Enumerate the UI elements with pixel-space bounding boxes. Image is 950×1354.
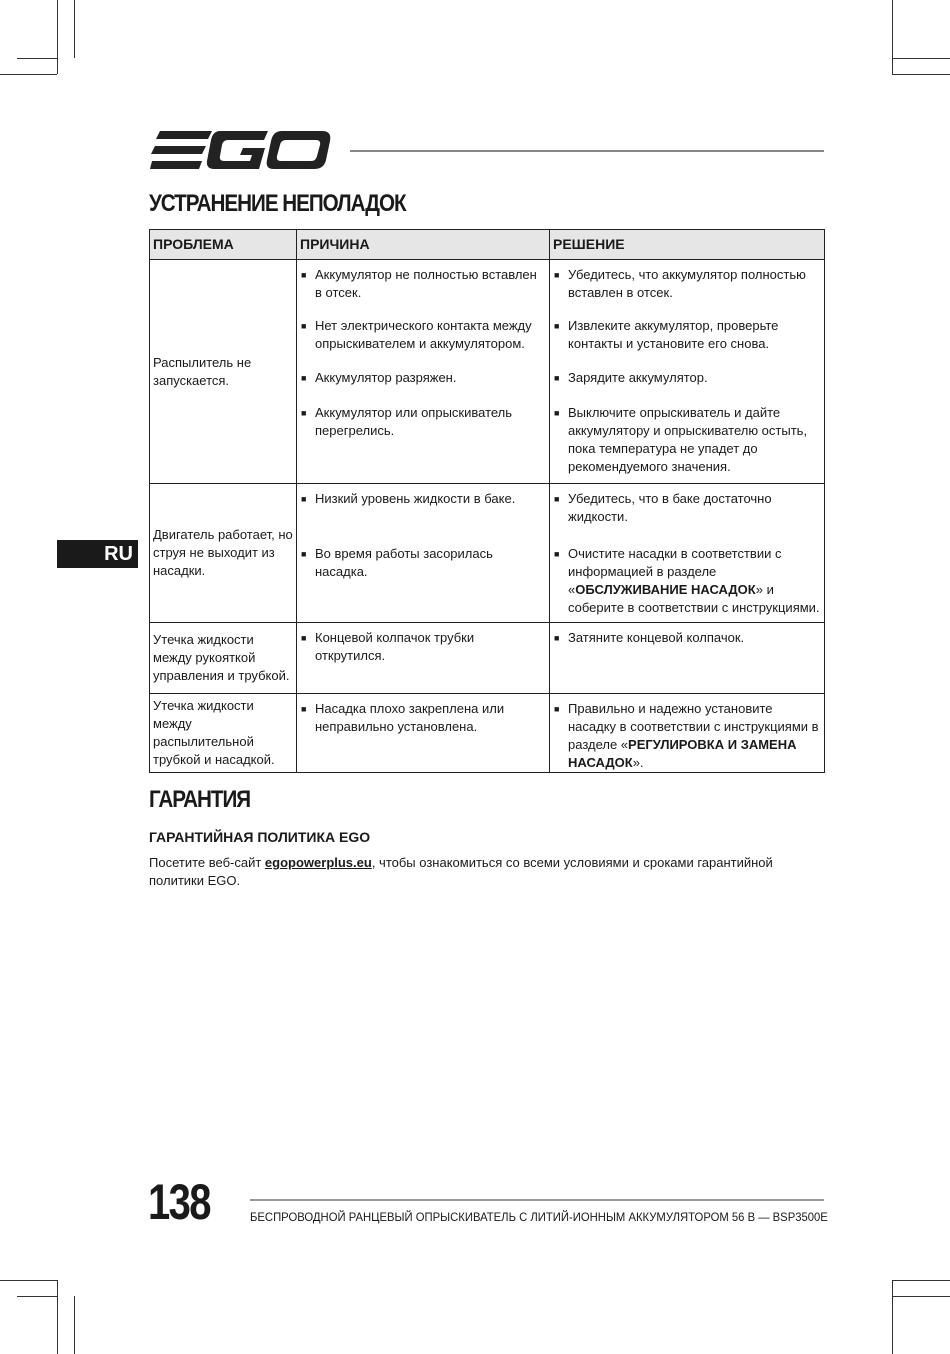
section-reference: РЕГУЛИРОВКА И ЗАМЕНА НАСАДОК [568,737,797,770]
cause-cell [297,694,550,773]
language-tab: RU [57,540,138,568]
footer-text: БЕСПРОВОДНОЙ РАНЦЕВЫЙ ОПРЫСКИВАТЕЛЬ С ЛИТИЙ-ИОННЫМ АККУМУЛЯТОРОМ 56 В — BSP3500E [250,1210,828,1224]
problem-cell: Двигатель работает, но струя не выходит из насадки. [150,484,297,623]
bullet-square-icon: ■ [301,549,307,559]
header-solution: РЕШЕНИЕ [550,230,825,260]
list-item: ■ Убедитесь, что аккумулятор полностью вставлен в отсек. [554,267,806,300]
bullet-square-icon: ■ [301,270,307,280]
warranty-heading: ГАРАНТИЯ [149,786,251,813]
crop-mark [57,0,58,74]
header-problem: ПРОБЛЕМА [150,230,297,260]
crop-mark [0,74,57,75]
table-row [150,694,825,773]
bullet-square-icon: ■ [301,704,307,714]
ego-logo [150,128,332,174]
bullet-square-icon: ■ [301,321,307,331]
list-item: ■ Аккумулятор разряжен. [301,370,457,385]
page-number: 138 [148,1174,210,1230]
header-cause: ПРИЧИНА [297,230,550,260]
list-item: ■ Выключите опрыскиватель и дайте аккумулятору и опрыскивателю остыть, пока температура не упадет до рекомендуемого значения. [554,405,808,474]
bullet-square-icon: ■ [301,408,307,418]
crop-mark [892,0,893,74]
solution-cell [550,484,825,623]
crop-mark [892,1280,893,1354]
bullet-square-icon: ■ [554,408,560,418]
footer-rule [250,1199,824,1201]
bullet-square-icon: ■ [554,549,560,559]
cause-cell [297,623,550,694]
cause-cell [297,260,550,484]
problem-cell: Распылитель не запускается. [150,260,297,484]
list-item: ■ Очистите насадки в соответствии с информацией в разделе «ОБСЛУЖИВАНИЕ НАСАДОК» и соберите в соответствии с инструкциями. [554,546,820,615]
list-item: ■ Убедитесь, что в баке достаточно жидкости. [554,491,772,524]
list-item: ■ Правильно и надежно установите насадку в соответствии с инструкциями в разделе «РЕГУЛИРОВКА И ЗАМЕНА НАСАДОК». [554,701,819,770]
list-item: ■ Концевой колпачок трубки открутился. [301,630,475,663]
list-item: ■ Затяните концевой колпачок. [554,630,745,645]
solution-cell [550,694,825,773]
crop-mark [892,74,950,75]
crop-mark [892,1296,950,1297]
list-item: ■ Извлеките аккумулятор, проверьте контакты и установите его снова. [554,318,779,351]
crop-mark [892,1280,950,1281]
crop-mark [17,1296,57,1297]
table-row [150,484,825,623]
crop-mark [74,0,75,58]
warranty-text: Посетите веб-сайт egopowerplus.eu, чтобы ознакомиться со всеми условиями и сроками гарантийной политики EGO. [149,855,773,888]
crop-mark [17,58,57,59]
table-row [150,260,825,484]
list-item: ■ Аккумулятор или опрыскиватель перегрелись. [301,405,513,438]
bullet-square-icon: ■ [554,373,560,383]
cause-cell [297,484,550,623]
problem-cell: Утечка жидкости между рукояткой управления и трубкой. [150,623,297,694]
bullet-square-icon: ■ [554,633,560,643]
bullet-square-icon: ■ [301,633,307,643]
header-rule [350,150,824,152]
section-reference: ОБСЛУЖИВАНИЕ НАСАДОК [575,582,756,597]
table-header-row [150,230,825,260]
list-item: ■ Зарядите аккумулятор. [554,370,708,385]
solution-cell [550,623,825,694]
warranty-link[interactable]: egopowerplus.eu [264,855,372,870]
warranty-subheading: ГАРАНТИЙНАЯ ПОЛИТИКА EGO [149,829,371,845]
bullet-square-icon: ■ [301,373,307,383]
crop-mark [892,58,950,59]
solution-cell [550,260,825,484]
bullet-square-icon: ■ [301,494,307,504]
bullet-square-icon: ■ [554,494,560,504]
bullet-square-icon: ■ [554,270,560,280]
troubleshooting-table [149,229,825,773]
troubleshooting-heading: УСТРАНЕНИЕ НЕПОЛАДОК [149,190,406,217]
list-item: ■ Низкий уровень жидкости в баке. [301,491,516,506]
crop-mark [0,1280,57,1281]
crop-mark [57,1280,58,1354]
table-row [150,623,825,694]
list-item: ■ Насадка плохо закреплена или неправильно установлена. [301,701,505,734]
problem-cell: Утечка жидкости между распылительной трубкой и насадкой. [150,694,297,773]
crop-mark [74,1296,75,1354]
list-item: ■ Во время работы засорилась насадка. [301,546,493,579]
list-item: ■ Аккумулятор не полностью вставлен в отсек. [301,267,537,300]
list-item: ■ Нет электрического контакта между опрыскивателем и аккумулятором. [301,318,532,351]
bullet-square-icon: ■ [554,704,560,714]
bullet-square-icon: ■ [554,321,560,331]
